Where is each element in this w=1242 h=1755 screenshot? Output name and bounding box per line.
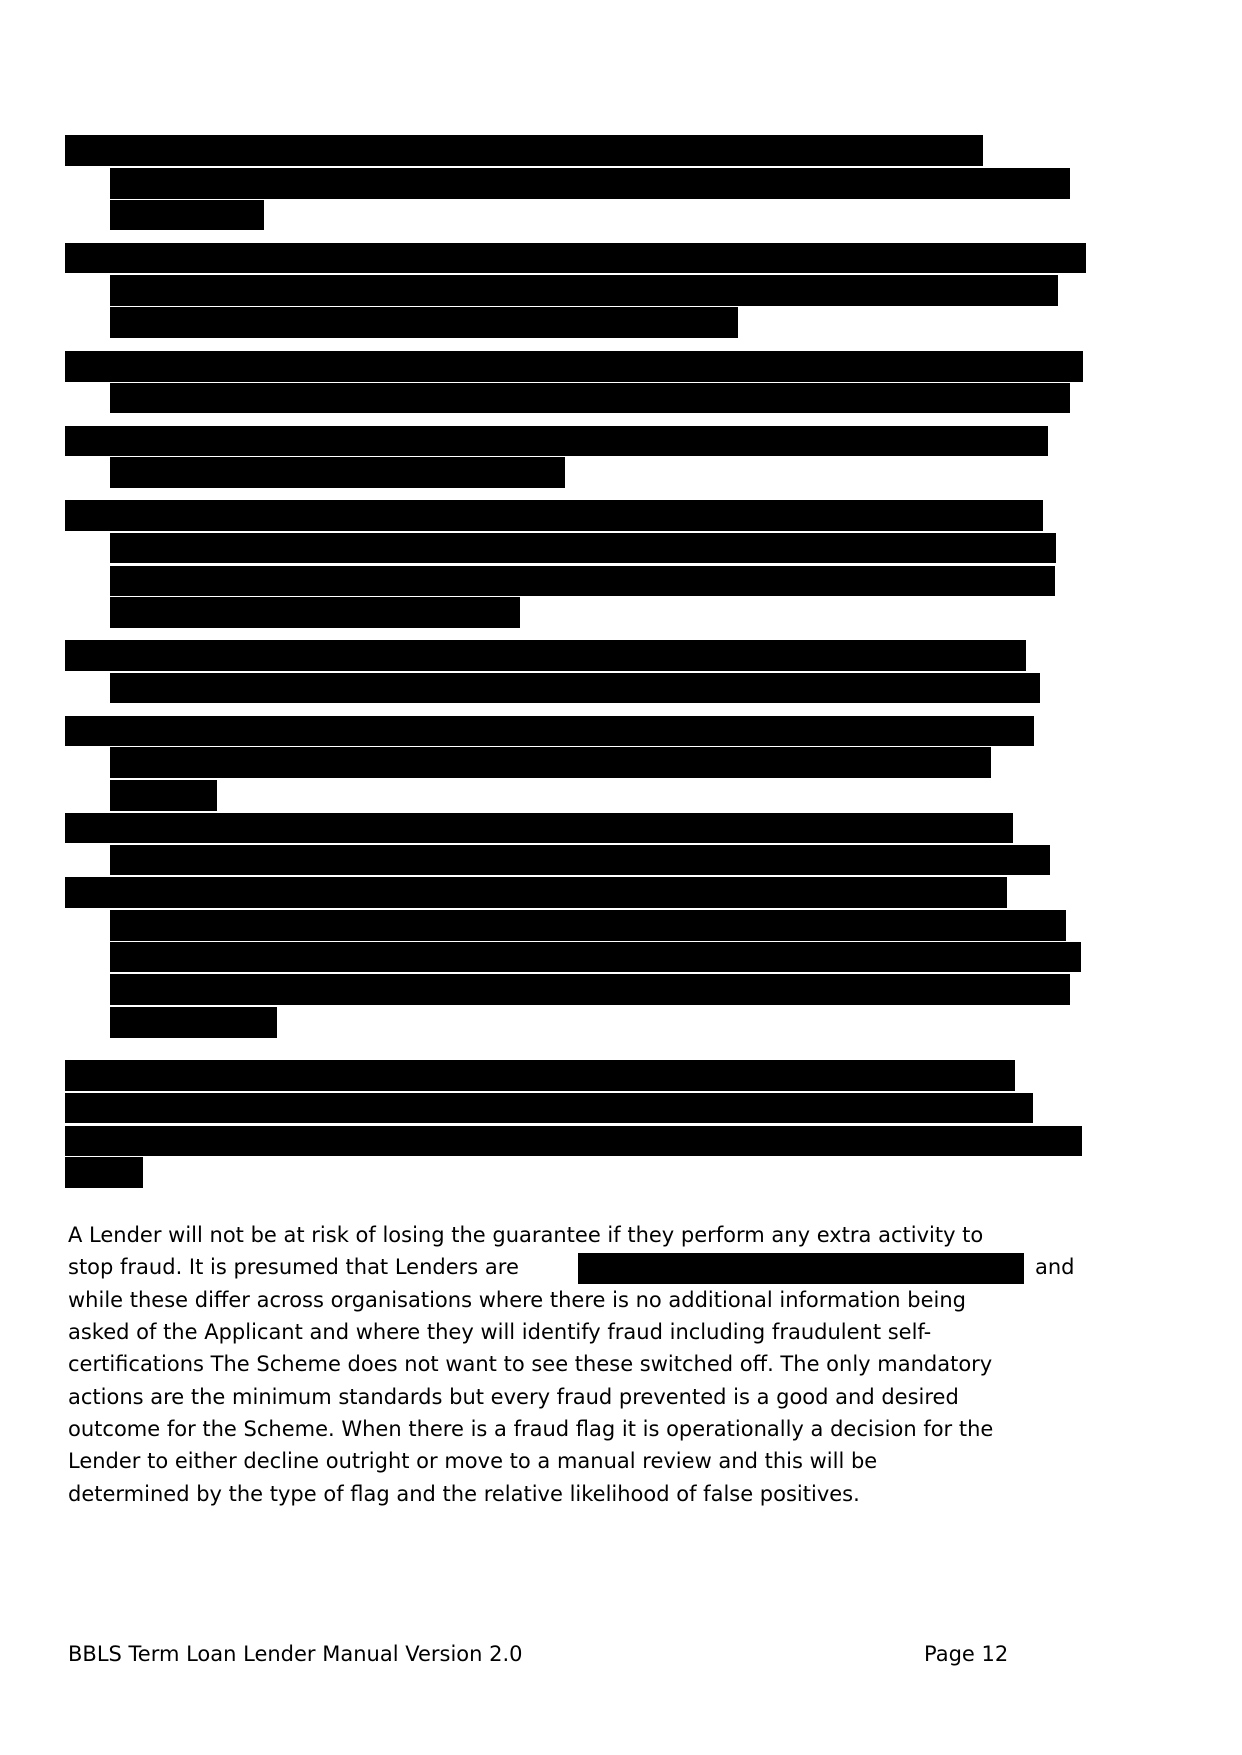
redaction-bar xyxy=(110,383,1070,413)
inline-redaction-bar xyxy=(578,1253,1024,1284)
redaction-bar xyxy=(110,533,1056,563)
redaction-bar xyxy=(65,500,1043,531)
redaction-bar xyxy=(65,1060,1015,1091)
redaction-bar xyxy=(65,877,1007,908)
redaction-bar xyxy=(65,426,1048,456)
paragraph-line: A Lender will not be at risk of losing the guarantee if they perform any extra activity to xyxy=(68,1223,984,1247)
redaction-bar xyxy=(110,942,1081,972)
redaction-bar xyxy=(110,566,1055,596)
redaction-bar xyxy=(110,457,565,488)
redaction-bar xyxy=(110,597,520,628)
redaction-bar xyxy=(110,673,1040,703)
redaction-bar xyxy=(65,1157,143,1188)
paragraph-line xyxy=(68,1251,1078,1283)
redaction-bar xyxy=(110,845,1050,875)
redaction-bar xyxy=(110,200,264,230)
paragraph-line: Lender to either decline outright or move to a manual review and this will be xyxy=(68,1449,878,1473)
paragraph-line-text: stop fraud. It is presumed that Lenders are xyxy=(68,1255,519,1279)
redaction-bar xyxy=(110,910,1066,941)
paragraph-line: asked of the Applicant and where they will identify fraud including fraudulent self- xyxy=(68,1320,932,1344)
paragraph-line-text: and xyxy=(1035,1255,1075,1279)
redaction-bar xyxy=(110,307,738,338)
paragraph-line: while these differ across organisations where there is no additional information being xyxy=(68,1288,966,1312)
redaction-bar xyxy=(65,351,1083,382)
redaction-bar xyxy=(110,1007,277,1038)
redaction-bar xyxy=(110,780,217,811)
redaction-bar xyxy=(110,747,991,778)
redaction-bar xyxy=(65,716,1034,746)
footer-title: BBLS Term Loan Lender Manual Version 2.0 xyxy=(68,1642,523,1666)
redaction-bar xyxy=(65,135,983,166)
redaction-bar xyxy=(65,640,1026,671)
paragraph-line: determined by the type of flag and the relative likelihood of false positives. xyxy=(68,1482,860,1506)
redaction-bar xyxy=(65,813,1013,843)
redaction-bar xyxy=(110,168,1070,199)
paragraph-line: outcome for the Scheme. When there is a fraud flag it is operationally a decision for the xyxy=(68,1417,994,1441)
redaction-bar xyxy=(110,974,1070,1005)
footer-page-number: Page 12 xyxy=(924,1642,1009,1666)
paragraph-line: actions are the minimum standards but every fraud prevented is a good and desired xyxy=(68,1385,959,1409)
redaction-bar xyxy=(65,1093,1033,1123)
redaction-bar xyxy=(65,243,1086,273)
redaction-bar xyxy=(110,275,1058,306)
paragraph-line: certifications The Scheme does not want to see these switched off. The only mandatory xyxy=(68,1352,993,1376)
redaction-bar xyxy=(65,1126,1082,1156)
